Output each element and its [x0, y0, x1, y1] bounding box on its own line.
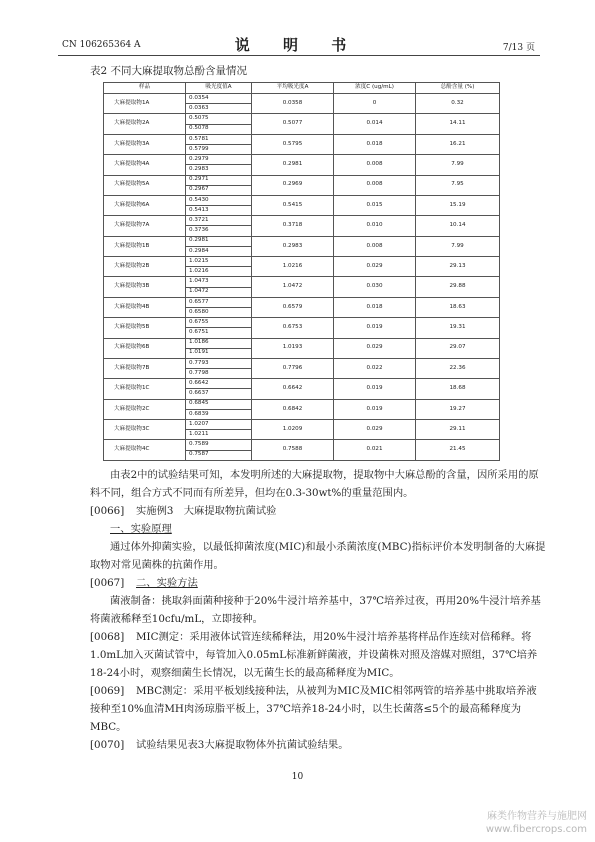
paragraph-inoculum: 菌液制备：挑取斜面菌种接种于20%牛浸汁培养基中，37℃培养过夜，再用20%牛浸汁培养基将菌液稀释至10cfu/mL，立即接种。	[90, 595, 541, 625]
table-row	[104, 236, 500, 246]
cell-phenol-content: 21.45	[416, 440, 500, 460]
paragraph-0070	[90, 736, 546, 754]
cell-avg-absorbance: 0.6642	[252, 379, 334, 399]
cell-concentration: 0.029	[334, 338, 416, 358]
cell-phenol-content: 10.14	[416, 216, 500, 236]
cell-avg-absorbance: 0.2969	[252, 175, 334, 195]
subheading-text: 二、实验方法	[136, 577, 198, 589]
cell-avg-absorbance: 1.0216	[252, 257, 334, 277]
site-watermark	[486, 810, 587, 836]
cell-sample-name: 大麻提取物3A	[104, 134, 186, 154]
cell-absorbance: 0.2967	[186, 185, 252, 195]
table-row	[104, 318, 500, 328]
cell-concentration: 0.029	[334, 420, 416, 440]
cell-absorbance: 0.5430	[186, 195, 252, 205]
col-header-avg-absorbance: 平均吸光度A	[252, 83, 334, 94]
paragraph-number: [0066]	[90, 505, 125, 517]
paragraph-results: 由表2中的试验结果可知，本发明所述的大麻提取物，提取物中大麻总酚的含量，因所采用的原料不同，组合方式不同而有所差异，但均在0.3-30wt%的重量范围内。	[90, 469, 539, 499]
table-row	[104, 195, 500, 205]
cell-absorbance: 0.0354	[186, 94, 252, 104]
cell-concentration: 0.019	[334, 399, 416, 419]
cell-absorbance: 0.2971	[186, 175, 252, 185]
cell-sample-name: 大麻提取物6A	[104, 195, 186, 215]
cell-phenol-content: 7.99	[416, 236, 500, 256]
cell-avg-absorbance: 0.5795	[252, 134, 334, 154]
cell-absorbance: 1.0216	[186, 267, 252, 277]
cell-sample-name: 大麻提取物5B	[104, 318, 186, 338]
cell-absorbance: 0.7589	[186, 440, 252, 450]
paragraph-principle: 通过体外抑菌实验，以最低抑菌浓度(MIC)和最小杀菌浓度(MBC)指标评价本发明制备的大麻提取物对常见菌株的抗菌作用。	[90, 541, 546, 571]
cell-avg-absorbance: 1.0472	[252, 277, 334, 297]
cell-sample-name: 大麻提取物5A	[104, 175, 186, 195]
paragraph-0069	[90, 682, 546, 736]
cell-concentration: 0.019	[334, 379, 416, 399]
document-title: 说 明 书	[234, 36, 361, 54]
cell-sample-name: 大麻提取物3C	[104, 420, 186, 440]
table-row	[104, 277, 500, 287]
cell-phenol-content: 15.19	[416, 195, 500, 215]
cell-phenol-content: 22.36	[416, 358, 500, 378]
cell-concentration: 0.014	[334, 114, 416, 134]
table-row	[104, 440, 500, 450]
paragraph-0067	[90, 574, 546, 592]
cell-concentration: 0.018	[334, 134, 416, 154]
col-header-concentration: 浓度C (ug/mL)	[334, 83, 416, 94]
cell-sample-name: 大麻提取物6B	[104, 338, 186, 358]
col-header-sample: 样品	[104, 83, 186, 94]
cell-absorbance: 0.6580	[186, 307, 252, 317]
table-row	[104, 175, 500, 185]
cell-avg-absorbance: 0.7796	[252, 358, 334, 378]
cell-avg-absorbance: 0.6579	[252, 297, 334, 317]
cell-phenol-content: 14.11	[416, 114, 500, 134]
cell-phenol-content: 29.13	[416, 257, 500, 277]
cell-absorbance: 0.5075	[186, 114, 252, 124]
cell-sample-name: 大麻提取物7B	[104, 358, 186, 378]
cell-absorbance: 0.3721	[186, 216, 252, 226]
cell-avg-absorbance: 0.3718	[252, 216, 334, 236]
table-row	[104, 216, 500, 226]
cell-absorbance: 0.6577	[186, 297, 252, 307]
cell-absorbance: 1.0186	[186, 338, 252, 348]
cell-phenol-content: 7.99	[416, 155, 500, 175]
patent-number: CN 106265364 A	[62, 40, 141, 50]
col-header-phenol-content: 总酚含量 (%)	[416, 83, 500, 94]
cell-absorbance: 0.2979	[186, 155, 252, 165]
cell-absorbance: 0.7587	[186, 450, 252, 460]
cell-absorbance: 1.0215	[186, 257, 252, 267]
paragraph-text: MIC测定：采用液体试管连续稀释法，用20%牛浸汁培养基将样品作连续对倍稀释。将1.0mL加入灭菌试管中，每管加入0.05mL标准新鲜菌液，并设菌株对照及溶媒对照组，37℃培养18-24小时，观察细菌生长情况，以无菌生长的最高稀释度为MIC。	[90, 631, 538, 679]
cell-absorbance: 0.6845	[186, 399, 252, 409]
table-row	[104, 297, 500, 307]
cell-concentration: 0.008	[334, 236, 416, 256]
paragraph-text: 试验结果见表3大麻提取物体外抗菌试验结果。	[136, 739, 349, 751]
cell-concentration: 0.030	[334, 277, 416, 297]
table-row	[104, 338, 500, 348]
cell-sample-name: 大麻提取物2A	[104, 114, 186, 134]
cell-phenol-content: 7.95	[416, 175, 500, 195]
watermark-url: www.fibercrops.com	[485, 824, 587, 835]
cell-sample-name: 大麻提取物4B	[104, 297, 186, 317]
cell-avg-absorbance: 0.5415	[252, 195, 334, 215]
cell-sample-name: 大麻提取物4C	[104, 440, 186, 460]
cell-absorbance: 1.0211	[186, 430, 252, 440]
table-row	[104, 134, 500, 144]
cell-absorbance: 1.0472	[186, 287, 252, 297]
page-number: 10	[291, 772, 304, 782]
cell-concentration: 0.018	[334, 297, 416, 317]
paragraph-0066	[90, 502, 546, 520]
paragraph-number: [0067]	[90, 577, 125, 589]
cell-avg-absorbance: 0.5077	[252, 114, 334, 134]
table-row	[104, 257, 500, 267]
page-count: 7/13 页	[502, 43, 535, 53]
table-body	[104, 94, 500, 461]
table-row	[104, 358, 500, 368]
cell-absorbance: 0.5078	[186, 124, 252, 134]
cell-phenol-content: 16.21	[416, 134, 500, 154]
col-header-absorbance: 吸光度值A	[186, 83, 252, 94]
cell-absorbance: 0.6755	[186, 318, 252, 328]
cell-absorbance: 1.0191	[186, 348, 252, 358]
cell-phenol-content: 19.31	[416, 318, 500, 338]
cell-avg-absorbance: 1.0193	[252, 338, 334, 358]
paragraph-0068	[90, 628, 546, 682]
cell-avg-absorbance: 1.0209	[252, 420, 334, 440]
cell-absorbance: 0.6751	[186, 328, 252, 338]
cell-absorbance: 1.0207	[186, 420, 252, 430]
cell-absorbance: 0.6637	[186, 389, 252, 399]
cell-absorbance: 0.7793	[186, 358, 252, 368]
cell-sample-name: 大麻提取物3B	[104, 277, 186, 297]
cell-absorbance: 0.5413	[186, 206, 252, 216]
watermark-title: 麻类作物营养与施肥网	[487, 811, 587, 822]
cell-concentration: 0.010	[334, 216, 416, 236]
cell-phenol-content: 29.88	[416, 277, 500, 297]
cell-absorbance: 0.0363	[186, 104, 252, 114]
table-row	[104, 114, 500, 124]
cell-concentration: 0.008	[334, 155, 416, 175]
cell-sample-name: 大麻提取物2C	[104, 399, 186, 419]
cell-sample-name: 大麻提取物1B	[104, 236, 186, 256]
table-caption: 表2 不同大麻提取物总酚含量情况	[90, 65, 248, 77]
cell-sample-name: 大麻提取物1C	[104, 379, 186, 399]
table-row	[104, 379, 500, 389]
cell-avg-absorbance: 0.6753	[252, 318, 334, 338]
subheading-principle	[90, 520, 546, 538]
header-divider	[58, 55, 540, 56]
cell-concentration: 0.015	[334, 195, 416, 215]
cell-absorbance: 0.2984	[186, 246, 252, 256]
cell-concentration: 0.021	[334, 440, 416, 460]
subheading-text: 一、实验原理	[110, 523, 172, 535]
cell-concentration: 0.008	[334, 175, 416, 195]
body-text	[90, 466, 546, 754]
table-row	[104, 94, 500, 104]
cell-phenol-content: 29.11	[416, 420, 500, 440]
table-row	[104, 399, 500, 409]
cell-avg-absorbance: 0.6842	[252, 399, 334, 419]
paragraph-text: MBC测定：采用平板划线接种法，从被判为MIC及MIC相邻两管的培养基中挑取培养液接种至10%血清MH肉汤琼脂平板上，37℃培养18-24小时，以生长菌落≤5个的最高稀释度为MBC。	[90, 685, 537, 733]
cell-absorbance: 0.2983	[186, 165, 252, 175]
cell-avg-absorbance: 0.2981	[252, 155, 334, 175]
paragraph-number: [0068]	[90, 631, 125, 643]
cell-absorbance: 0.2981	[186, 236, 252, 246]
table-row	[104, 155, 500, 165]
cell-concentration: 0	[334, 94, 416, 114]
cell-avg-absorbance: 0.0358	[252, 94, 334, 114]
cell-sample-name: 大麻提取物4A	[104, 155, 186, 175]
section-heading: 实施例3 大麻提取物抗菌试验	[136, 505, 277, 517]
paragraph-number: [0069]	[90, 685, 125, 697]
cell-absorbance: 0.5799	[186, 144, 252, 154]
cell-sample-name: 大麻提取物2B	[104, 257, 186, 277]
cell-sample-name: 大麻提取物7A	[104, 216, 186, 236]
cell-phenol-content: 18.68	[416, 379, 500, 399]
cell-concentration: 0.029	[334, 257, 416, 277]
table-row	[104, 420, 500, 430]
table-header-row	[104, 83, 500, 94]
cell-absorbance: 0.7798	[186, 369, 252, 379]
cell-phenol-content: 18.63	[416, 297, 500, 317]
cell-avg-absorbance: 0.7588	[252, 440, 334, 460]
cell-absorbance: 0.5781	[186, 134, 252, 144]
cell-concentration: 0.019	[334, 318, 416, 338]
cell-avg-absorbance: 0.2983	[252, 236, 334, 256]
cell-absorbance: 0.6839	[186, 409, 252, 419]
phenol-content-table	[103, 82, 500, 461]
cell-absorbance: 0.6642	[186, 379, 252, 389]
cell-absorbance: 0.3736	[186, 226, 252, 236]
cell-phenol-content: 0.32	[416, 94, 500, 114]
cell-concentration: 0.022	[334, 358, 416, 378]
cell-phenol-content: 19.27	[416, 399, 500, 419]
cell-phenol-content: 29.07	[416, 338, 500, 358]
cell-absorbance: 1.0473	[186, 277, 252, 287]
paragraph-number: [0070]	[90, 739, 125, 751]
cell-sample-name: 大麻提取物1A	[104, 94, 186, 114]
